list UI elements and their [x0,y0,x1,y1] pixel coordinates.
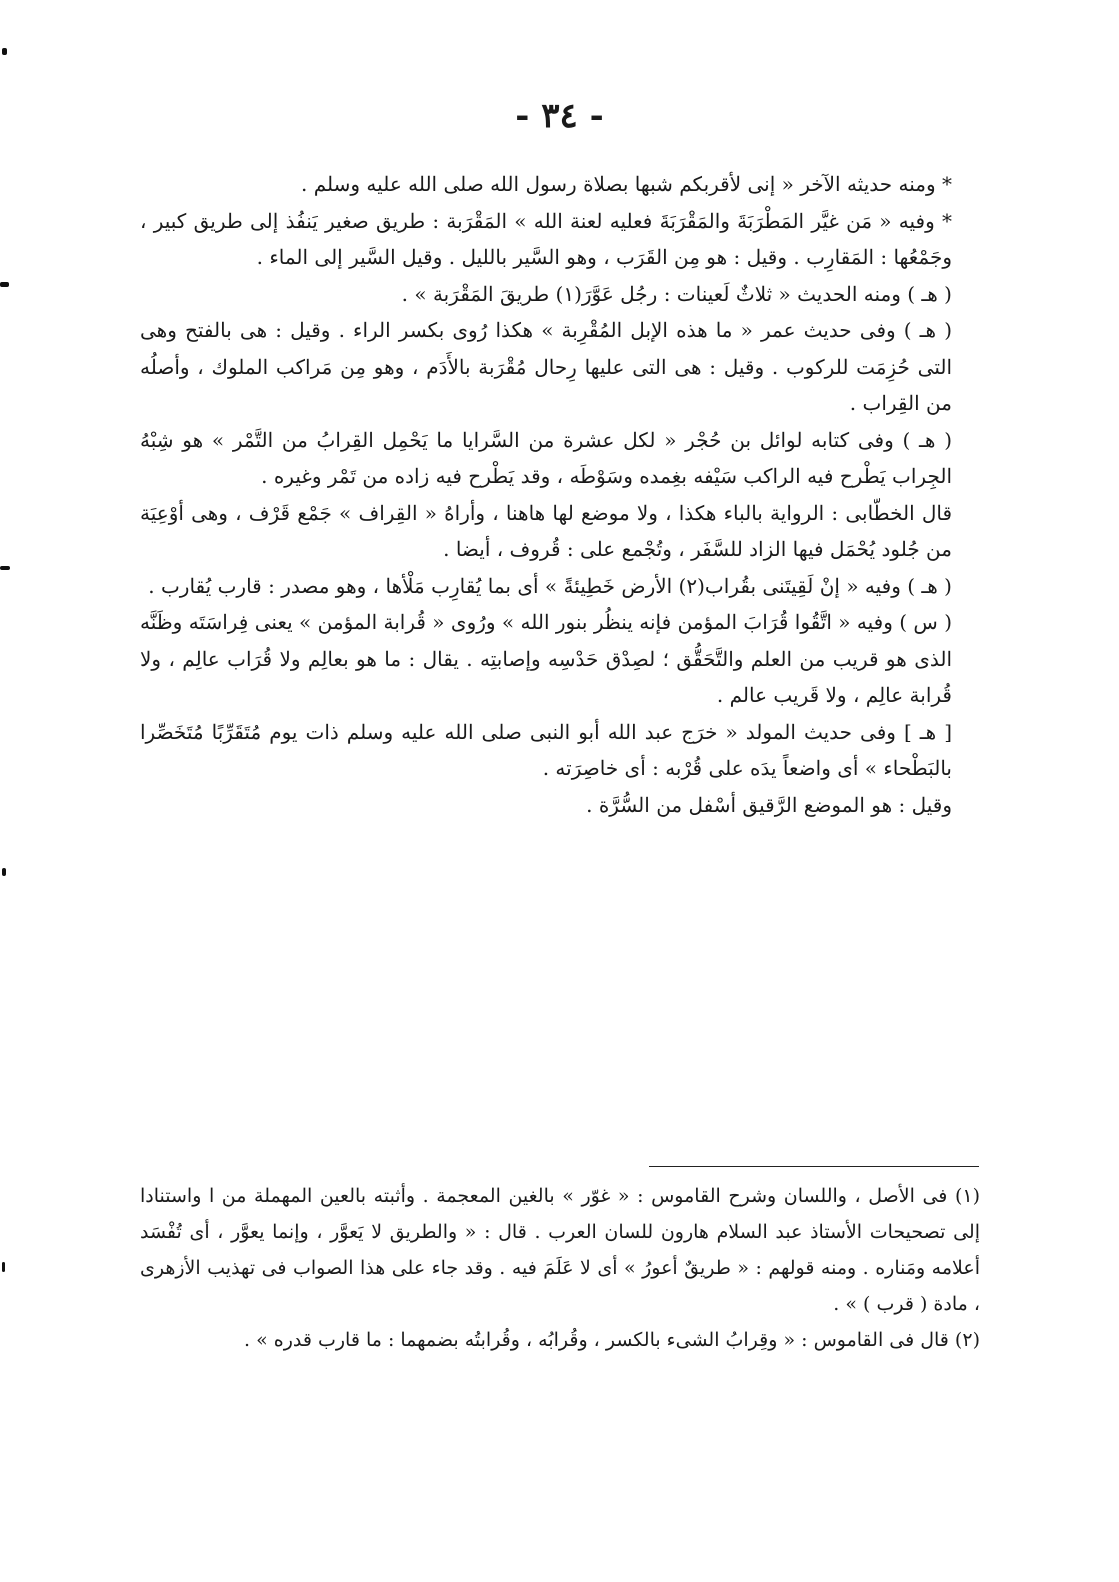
scan-edge-mark [0,282,9,287]
footnote: (٢) قال فى القاموس : « وقِرابُ الشىء بالكسر ، وقُرابُه ، وقُرابتُه بضمهما : ما قارب قدره » . [244,1329,980,1351]
paragraph: ( س ) وفيه « اتَّقُوا قُرَابَ المؤمن فإنه ينظُر بنور الله » ورُوى « قُرابة المؤمن » يعنى فِراسَتَه وظَنَّه الذى هو قريب من العلم والتَّحَقُّق ؛ لصِدْق حَدْسِه وإصابتِه . يقال : ما هو بعالِم ولا قُرَاب عالِم ، ولا قُرابة عالِم ، ولا قَريب عالم . [140,610,952,707]
paragraph: * وفيه « مَن غيَّر المَطْرَبَةَ والمَقْرَبَةَ فعليه لعنة الله » المَقْرَبة : طريق صغير يَنفُذ إلى طريق كبير ، وجَمْعُها : المَقارِب . وقيل : هو مِن القَرَب ، وهو السَّير بالليل . وقيل السَّير إلى الماء . [140,208,952,269]
scan-edge-mark [2,48,7,55]
paragraph: وقيل : هو الموضع الرَّقيق أسْفل من السُّرَّة . [586,792,952,817]
scan-edge-mark [2,1262,5,1272]
paragraph: [ هـ ] وفى حديث المولد « خرَج عبد الله أبو النبى صلى الله عليه وسلم ذات يوم مُتَقَرِّبًا مُتَخَصِّرا بالبَطْحاء » أى واضعاً يدَه على قُرْبه : أى خاصِرَته . [140,719,952,780]
paragraph: ( هـ ) ومنه الحديث « ثلاثٌ لَعينات : رجُل عَوَّرَ(١) طريقَ المَقْرَبة » . [401,281,952,306]
footnote: (١) فى الأصل ، واللسان وشرح القاموس : « غوّر » بالغين المعجمة . وأثبته بالعين المهملة من ا واستنادا إلى تصحيحات الأستاذ عبد السلام هارون للسان العرب . قال : « والطريق لا يَعوَّر ، وإنما يعوَّر ، أى تُفْسَد أعلامه ومَناره . ومنه قولهم : « طريقٌ أعورُ » أى لا عَلَمَ فيه . وقد جاء على هذا الصواب فى تهذيب الأزهرى ، مادة ( قرب ) » . [140,1185,980,1315]
paragraph: ( هـ ) وفيه « إنْ لَقِيتَنى بقُراب(٢) الأرض خَطِيئةً » أى بما يُقارِب مَلْأها ، وهو مصدر : قارب يُقارب . [148,573,952,598]
paragraph: ( هـ ) وفى كتابه لوائل بن حُجْر « لكل عشرة من السَّرايا ما يَحْمِل القِرابُ من التَّمْر » هو شِبْهُ الجِراب يَطْرح فيه الراكب سَيْفه بغِمده وسَوْطَه ، وقد يَطْرح فيه زاده من تَمْر وغيره . [140,427,952,488]
paragraph: ( هـ ) وفى حديث عمر « ما هذه الإبل المُقْرِبة » هكذا رُوى بكسر الراء . وقيل : هى بالفتح وهى التى حُزِمَت للركوب . وقيل : هى التى عليها رِحال مُقْرَبة بالأَدَم ، وهو مِن مَراكب الملوك ، وأصلُه من القِراب . [140,318,952,415]
footnote-separator [649,1166,979,1167]
paragraph: قال الخطّابى : الرواية بالباء هكذا ، ولا موضع لها هاهنا ، وأراهُ « القِراف » جَمْع قَرْف ، وهى أوْعِيَة من جُلود يُحْمَل فيها الزاد للسَّفَر ، وتُجْمع على : قُروف ، أيضا . [140,500,952,561]
scan-edge-mark [0,566,10,570]
footnotes [140,1178,980,1358]
paragraph: * ومنه حديثه الآخر « إنى لأقربكم شبها بصلاة رسول الله صلى الله عليه وسلم . [301,172,952,196]
scan-edge-mark [2,868,6,876]
main-text [140,166,980,823]
page-number: - ٣٤ - [515,96,604,136]
